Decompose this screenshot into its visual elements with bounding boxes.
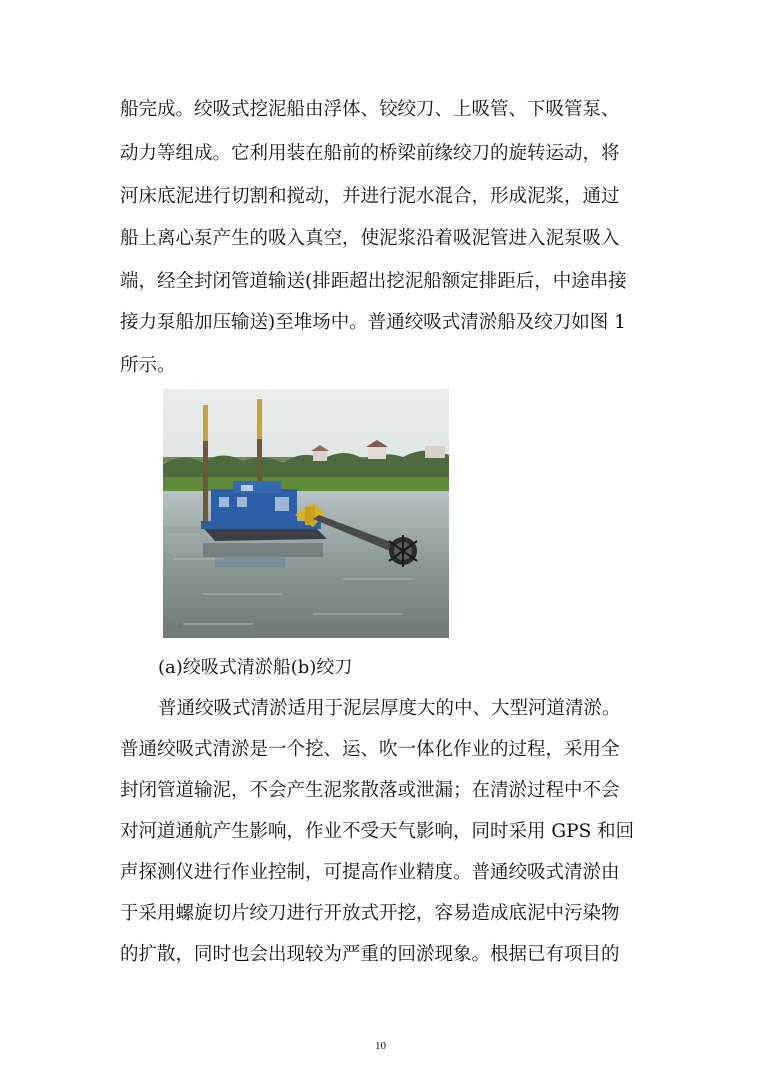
text-line: 的扩散，同时也会出现较为严重的回淤现象。根据已有项目的 [120,944,620,965]
text-line: 于采用螺旋切片绞刀进行开放式开挖，容易造成底泥中污染物 [120,903,620,924]
page-number: 10 [375,1040,386,1052]
text-line: 普通绞吸式清淤适用于泥层厚度大的中、大型河道清淤。 [158,698,621,719]
figure-caption: (a)绞吸式清淤船(b)绞刀 [158,657,353,678]
text-line: 河床底泥进行切割和搅动，并进行泥水混合，形成泥浆，通过 [120,186,620,207]
text-line: 对河道通航产生影响，作业不受天气影响，同时采用 GPS 和回 [120,821,635,842]
text-line: 接力泵船加压输送)至堆场中。普通绞吸式清淤船及绞刀如图 1 [120,312,626,333]
text-line: 普通绞吸式清淤是一个挖、运、吹一体化作业的过程，采用全 [120,739,620,760]
text-line: 声探测仪进行作业控制，可提高作业精度。普通绞吸式清淤由 [120,862,620,883]
text-line: 船完成。绞吸式挖泥船由浮体、铰绞刀、上吸管、下吸管泵、 [120,99,620,120]
text-line: 封闭管道输泥，不会产生泥浆散落或泄漏；在清淤过程中不会 [120,780,620,801]
text-line: 动力等组成。它利用装在船前的桥梁前缘绞刀的旋转运动，将 [120,143,620,164]
text-line: 船上离心泵产生的吸入真空，使泥浆沿着吸泥管进入泥泵吸入 [120,228,620,249]
dredger-photo [163,389,449,638]
text-line: 所示。 [120,355,176,376]
text-line: 端，经全封闭管道输送(排距超出挖泥船额定排距后，中途串接 [120,271,627,292]
